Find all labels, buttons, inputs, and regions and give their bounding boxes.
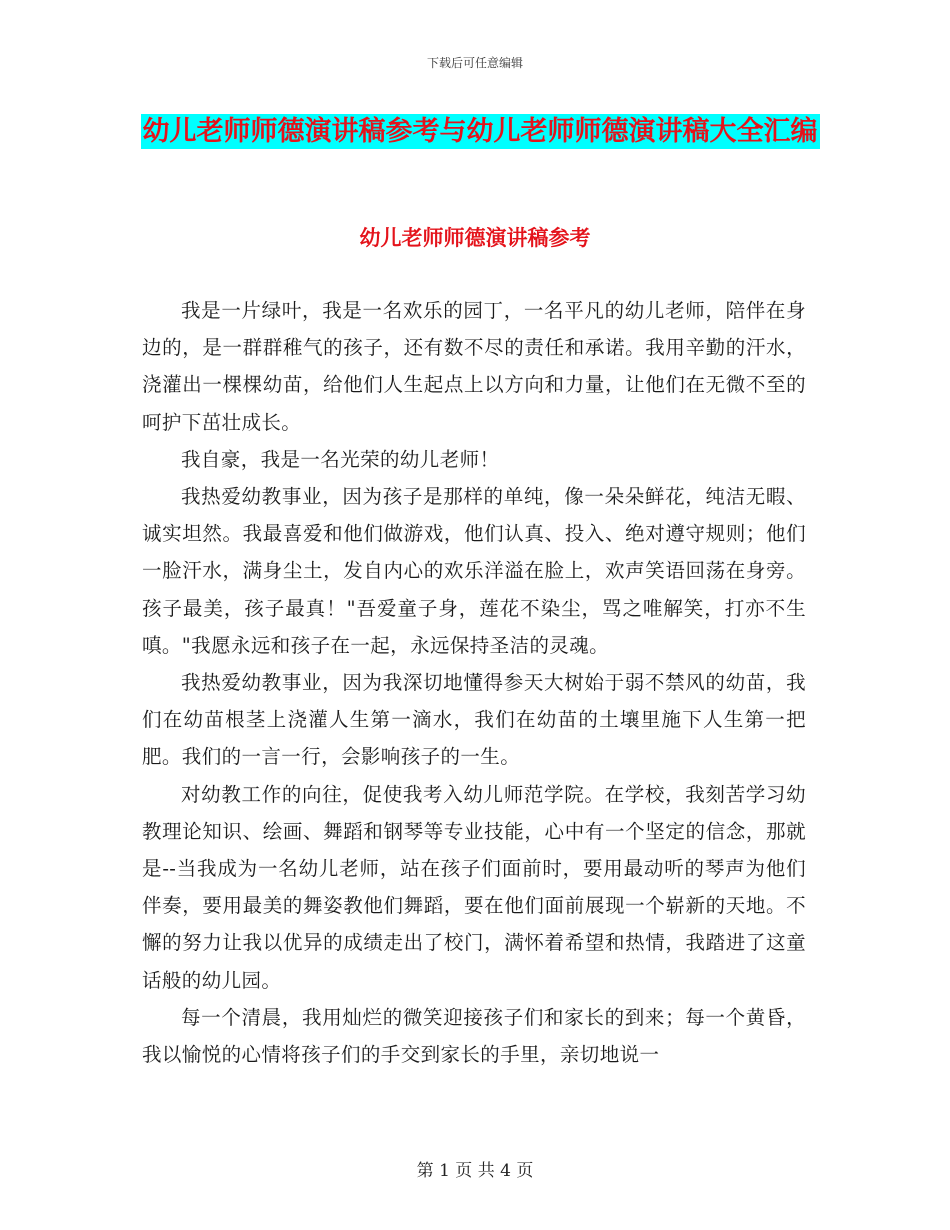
page-number: 第 1 页 共 4 页 (416, 1161, 534, 1181)
document-title-text: 幼儿老师师德演讲稿参考与幼儿老师师德演讲稿大全汇编 (142, 116, 818, 147)
document-body (142, 292, 806, 1073)
section-title: 幼儿老师师德演讲稿参考 (359, 225, 591, 250)
document-title (140, 110, 820, 154)
paragraph: 我自豪，我是一名光荣的幼儿老师！ (181, 447, 500, 471)
paragraph: 每一个清晨，我用灿烂的微笑迎接孩子们和家长的到来；每一个黄昏，我以愉悦的心情将孩子们的手交到家长的手里，亲切地说一 (142, 1005, 806, 1067)
paragraph: 我热爱幼教事业，因为我深切地懂得参天大树始于弱不禁风的幼苗，我们在幼苗根茎上浇灌人生第一滴水，我们在幼苗的土壤里施下人生第一把肥。我们的一言一行，会影响孩子的一生。 (142, 671, 806, 769)
paragraph: 对幼教工作的向往，促使我考入幼儿师范学院。在学校，我刻苦学习幼教理论知识、绘画、舞蹈和钢琴等专业技能，心中有一个坚定的信念，那就是--当我成为一名幼儿老师，站在孩子们面前时，要用最动听的琴声为他们伴奏，要用最美的舞姿教他们舞蹈，要在他们面前展现一个崭新的天地。不懈的努力让我以优异的成绩走出了校门，满怀着希望和热情，我踏进了这童话般的幼儿园。 (142, 782, 806, 992)
paragraph: 我热爱幼教事业，因为孩子是那样的单纯，像一朵朵鲜花，纯洁无暇、诚实坦然。我最喜爱和他们做游戏，他们认真、投入、绝对遵守规则；他们一脸汗水，满身尘土，发自内心的欢乐洋溢在脸上，欢声笑语回荡在身旁。孩子最美，孩子最真！"吾爱童子身，莲花不染尘，骂之唯解笑，打亦不生嗔。"我愿永远和孩子在一起，永远保持圣洁的灵魂。 (142, 485, 806, 657)
header-note: 下载后可任意编辑 (426, 56, 523, 70)
paragraph: 我是一片绿叶，我是一名欢乐的园丁，一名平凡的幼儿老师，陪伴在身边的，是一群群稚气的孩子，还有数不尽的责任和承诺。我用辛勤的汗水，浇灌出一棵棵幼苗，给他们人生起点上以方向和力量，让他们在无微不至的呵护下茁壮成长。 (142, 299, 806, 434)
